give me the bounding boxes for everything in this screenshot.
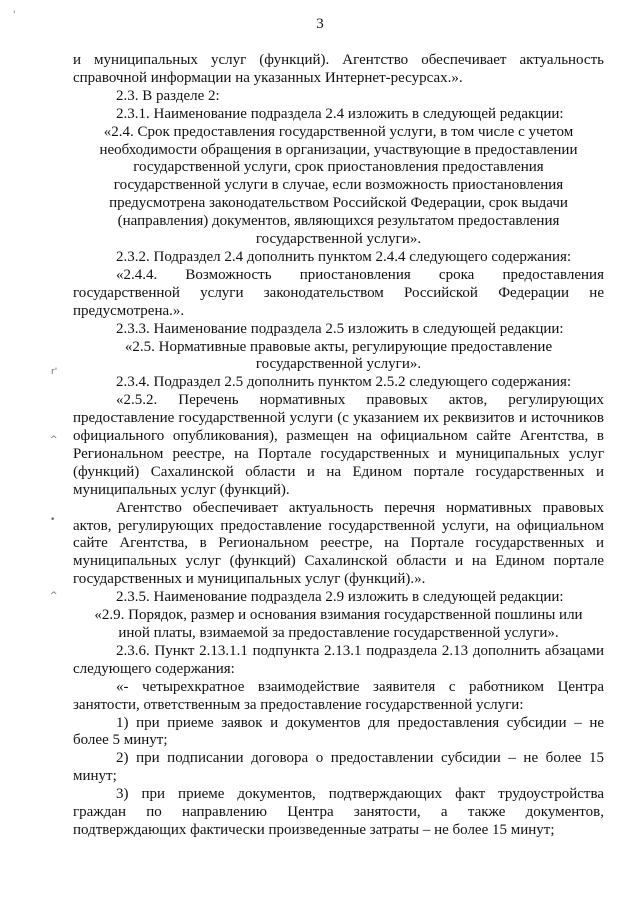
paragraph: 2.3.3. Наименование подраздела 2.5 изложить в следующей редакции: bbox=[116, 320, 564, 337]
quoted-heading: «2.9. Порядок, размер и основания взимания государственной пошлины или иной платы, взимаемой за предоставление государственной услуги». bbox=[94, 607, 583, 641]
quoted-heading: «2.4. Срок предоставления государственной услуги, в том числе с учетом необходимости обращения в организации, участвующие в предоставлении государственной услуги, срок приостановления предоставления государственной услуги в случае, если возможность приостановления предусмотрена законодательством Российской Федерации, срок выдачи (направления) документов, являющихся результатом предоставления государственной услуги». bbox=[99, 123, 578, 248]
scan-mark: ' bbox=[13, 10, 16, 20]
paragraph: 2.3.4. Подраздел 2.5 дополнить пунктом 2.5.2 следующего содержания: bbox=[116, 374, 572, 391]
list-item: 3) при приеме документов, подтверждающих факт трудоустройства граждан по направлению Центра занятости, а также документов, подтверждающих фактически произведенные затраты – не более 15 минут; bbox=[73, 786, 604, 838]
scan-mark: ^ bbox=[50, 435, 58, 445]
scan-mark: • bbox=[50, 515, 56, 525]
paragraph: «- четырехкратное взаимодействие заявителя с работником Центра занятости, ответственным за предоставление государственной услуги: bbox=[73, 678, 604, 713]
scan-mark: r' bbox=[51, 367, 58, 377]
list-item: 2) при подписании договора о предоставлении субсидии – не более 15 минут; bbox=[73, 750, 604, 785]
paragraph: Агентство обеспечивает актуальность перечня нормативных правовых актов, регулирующих предоставление государственной услуги, на официальном сайте Агентства, в Региональном реестре, на Портале государственных и муниципальных услуг (функций) Сахалинской области и на Едином портале государственных и муниципальных услуг (функций).». bbox=[73, 499, 604, 588]
paragraph: 2.3.2. Подраздел 2.4 дополнить пунктом 2.4.4 следующего содержания: bbox=[116, 248, 572, 265]
section-heading: 2.3. В разделе 2: bbox=[116, 87, 220, 104]
list-item: 1) при приеме заявок и документов для предоставления субсидии – не более 5 минут; bbox=[73, 714, 604, 749]
document-body bbox=[73, 52, 604, 840]
scan-mark: ^ bbox=[50, 591, 58, 601]
page-number: 3 bbox=[316, 16, 324, 32]
paragraph: «2.5.2. Перечень нормативных правовых актов, регулирующих предоставление государственной услуги (с указанием их реквизитов и источников официального опубликования), размещен на официальном сайте Агентства, в Региональном реестре, на Портале государственных и муниципальных услуг (функций) Сахалинской области и на Едином портале государственных и муниципальных услуг (функций). bbox=[73, 392, 604, 498]
paragraph: 2.3.5. Наименование подраздела 2.9 изложить в следующей редакции: bbox=[116, 589, 564, 606]
paragraph: 2.3.1. Наименование подраздела 2.4 изложить в следующей редакции: bbox=[116, 105, 564, 122]
paragraph: и муниципальных услуг (функций). Агентство обеспечивает актуальность справочной информации на указанных Интернет-ресурсах.». bbox=[73, 52, 604, 86]
paragraph: «2.4.4. Возможность приостановления срока предоставления государственной услуги законодательством Российской Федерации не предусмотрена.». bbox=[73, 266, 604, 319]
paragraph: 2.3.6. Пункт 2.13.1.1 подпункта 2.13.1 подраздела 2.13 дополнить абзацами следующего содержания: bbox=[73, 642, 604, 677]
quoted-heading: «2.5. Нормативные правовые акты, регулирующие предоставление государственной услуги». bbox=[124, 338, 553, 373]
